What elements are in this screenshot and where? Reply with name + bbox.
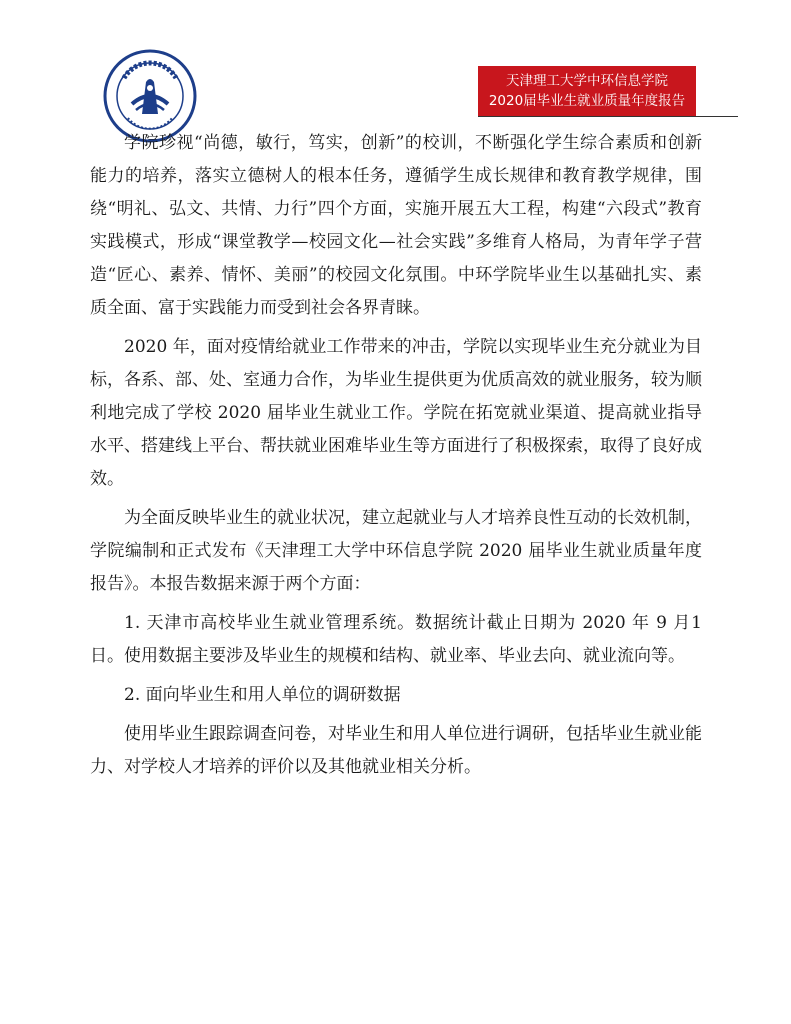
report-title: 2020届毕业生就业质量年度报告 <box>488 93 686 109</box>
paragraph: 1. 天津市高校毕业生就业管理系统。数据统计截止日期为 2020 年 9 月1日。使用数据主要涉及毕业生的规模和结构、就业率、毕业去向、就业流向等。 <box>90 613 702 666</box>
paragraph: 为全面反映毕业生的就业状况，建立起就业与人才培养良性互动的长效机制，学院编制和正式发布《天津理工大学中环信息学院 2020 届毕业生就业质量年度报告》。本报告数据来源于两个方面： <box>90 508 702 594</box>
report-header-banner <box>478 66 696 116</box>
paragraph: 2020 年，面对疫情给就业工作带来的冲击，学院以实现毕业生充分就业为目标，各系、部、处、室通力合作，为毕业生提供更为优质高效的就业服务，较为顺利地完成了学校 2020 届毕业生就业工作。学院在拓宽就业渠道、提高就业指导水平、搭建线上平台、帮扶就业困难毕业生等方面进行了积极探索，取得了良好成效。 <box>90 337 702 489</box>
paragraph: 学院珍视“尚德，敏行，笃实，创新”的校训，不断强化学生综合素质和创新能力的培养，落实立德树人的根本任务，遵循学生成长规律和教育教学规律，围绕“明礼、弘文、共情、力行”四个方面，实施开展五大工程，构建“六段式”教育实践模式，形成“课堂教学—校园文化—社会实践”多维育人格局，为青年学子营造“匠心、素养、情怀、美丽”的校园文化氛围。中环学院毕业生以基础扎实、素质全面、富于实践能力而受到社会各界青睐。 <box>90 133 702 318</box>
paragraph: 使用毕业生跟踪调查问卷，对毕业生和用人单位进行调研，包括毕业生就业能力、对学校人才培养的评价以及其他就业相关分析。 <box>90 724 702 777</box>
school-name: 天津理工大学中环信息学院 <box>506 73 668 89</box>
document-body <box>90 127 702 790</box>
paragraph: 2. 面向毕业生和用人单位的调研数据 <box>124 685 401 705</box>
header-divider <box>478 116 738 117</box>
